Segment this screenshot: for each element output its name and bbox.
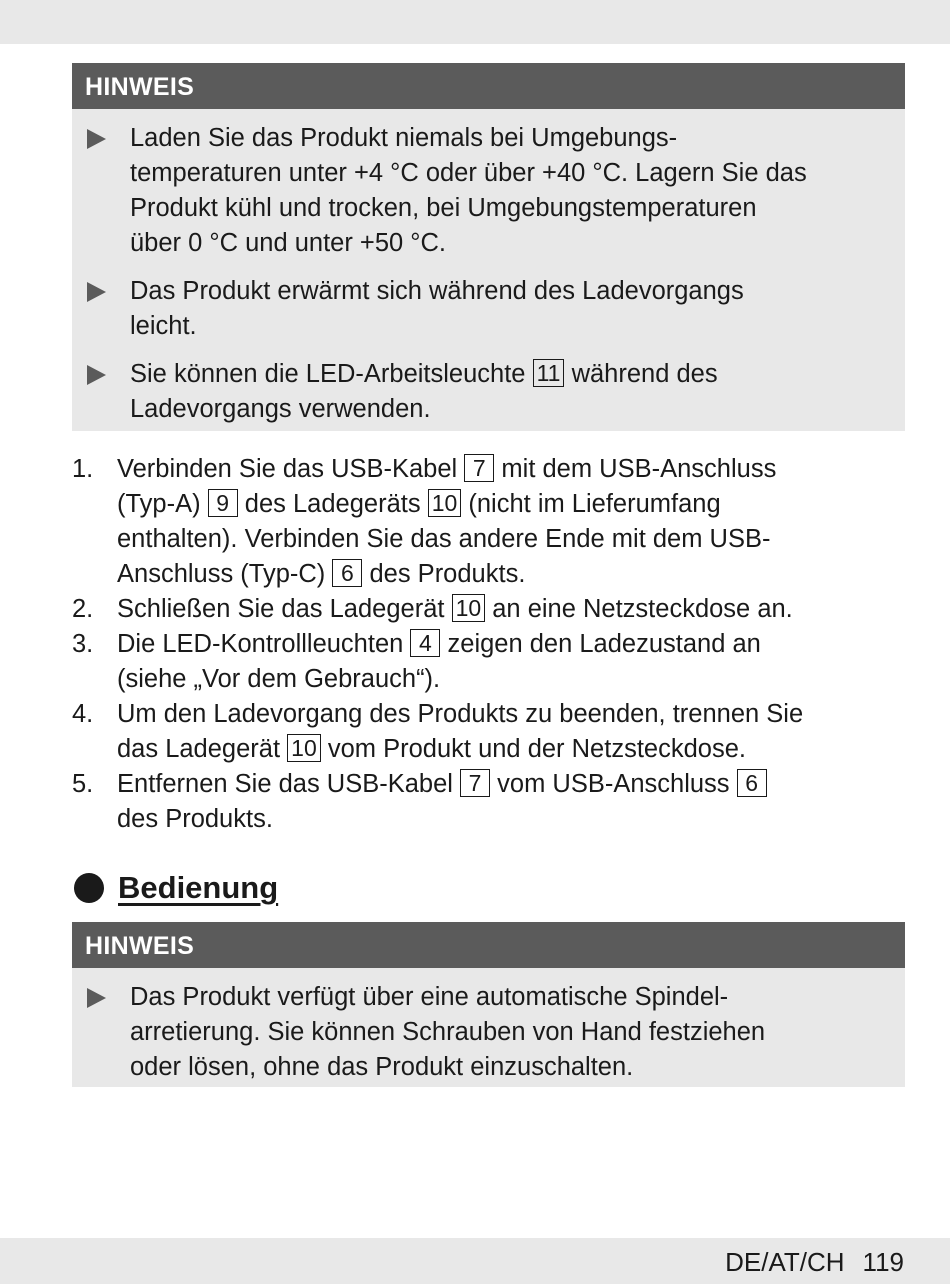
notice-text: Das Produkt erwärmt sich während des Ladevorgangs leicht. (130, 277, 744, 340)
step-text: vom Produkt und der Netzsteckdose. (327, 735, 746, 763)
step-number: 2. (72, 595, 94, 623)
page-footer (725, 1247, 904, 1278)
step-item (72, 592, 912, 627)
section-title: Bedienung (118, 870, 279, 905)
charging-steps (72, 452, 912, 837)
step-text: Schließen Sie das Ladegerät (117, 595, 445, 623)
triangle-bullet-icon (87, 988, 106, 1008)
notice-box-operation (72, 922, 905, 1087)
step-number: 4. (72, 700, 94, 728)
step-text: (nicht im Lieferumfang enthalten). Verbinden Sie das andere Ende mit dem USB- Anschluss (Typ-C) (117, 490, 771, 588)
triangle-bullet-icon (87, 129, 106, 149)
notice-text: Das Produkt verfügt über eine automatische Spindel- arretierung. Sie können Schrauben von Hand festziehen oder lösen, ohne das Produkt einzuschalten. (130, 983, 766, 1081)
step-text: Entfernen Sie das USB-Kabel (117, 770, 453, 798)
part-reference: 6 (332, 559, 362, 587)
region-label: DE/AT/CH (725, 1247, 845, 1277)
top-band (0, 0, 950, 44)
step-text: Um den Ladevorgang des Produkts zu beenden, trennen Sie das Ladegerät (117, 700, 804, 763)
part-reference: 10 (452, 594, 486, 622)
step-item (72, 452, 912, 592)
step-text: zeigen den Ladezustand an (siehe „Vor dem Gebrauch“). (117, 630, 761, 693)
notice-item (72, 274, 895, 344)
notice-item (72, 980, 895, 1085)
step-text: an eine Netzsteckdose an. (492, 595, 793, 623)
part-reference: 7 (460, 769, 490, 797)
section-heading (74, 866, 278, 910)
step-text: Verbinden Sie das USB-Kabel (117, 455, 458, 483)
notice-title: HINWEIS (72, 63, 905, 109)
triangle-bullet-icon (87, 365, 106, 385)
step-text: Die LED-Kontrollleuchten (117, 630, 404, 658)
notice-title: HINWEIS (72, 922, 905, 968)
notice-item (72, 357, 895, 427)
notice-text: Sie können die LED-Arbeitsleuchte (130, 360, 526, 388)
step-text: mit dem USB-Anschluss (Typ-A) (117, 455, 777, 518)
part-reference: 6 (737, 769, 767, 797)
part-reference: 4 (410, 629, 440, 657)
notice-box-charging (72, 63, 905, 431)
part-reference: 10 (428, 489, 462, 517)
step-item (72, 697, 912, 767)
step-text: des Ladegeräts (244, 490, 421, 518)
notice-list (72, 968, 905, 1095)
page-number: 119 (862, 1247, 904, 1277)
step-number: 1. (72, 455, 94, 483)
filled-circle-icon (74, 873, 104, 903)
step-item (72, 627, 912, 697)
part-reference: 9 (208, 489, 238, 517)
step-item (72, 767, 912, 837)
part-reference: 7 (464, 454, 494, 482)
notice-item (72, 121, 895, 261)
triangle-bullet-icon (87, 282, 106, 302)
notice-list (72, 109, 905, 437)
step-text: des Produkts. (369, 560, 526, 588)
notice-text: während des Ladevorgangs verwenden. (130, 360, 718, 423)
step-number: 5. (72, 770, 94, 798)
notice-text: Laden Sie das Produkt niemals bei Umgebungs- temperaturen unter +4 °C oder über +40 °C. Lagern Sie das Produkt kühl und trocken, bei Umgebungstemperaturen über 0 °C und unter +50 °C. (130, 124, 807, 257)
step-text: vom USB-Anschluss (497, 770, 730, 798)
step-text: des Produkts. (117, 805, 273, 833)
part-reference: 10 (287, 734, 321, 762)
step-number: 3. (72, 630, 94, 658)
part-reference: 11 (533, 359, 565, 387)
